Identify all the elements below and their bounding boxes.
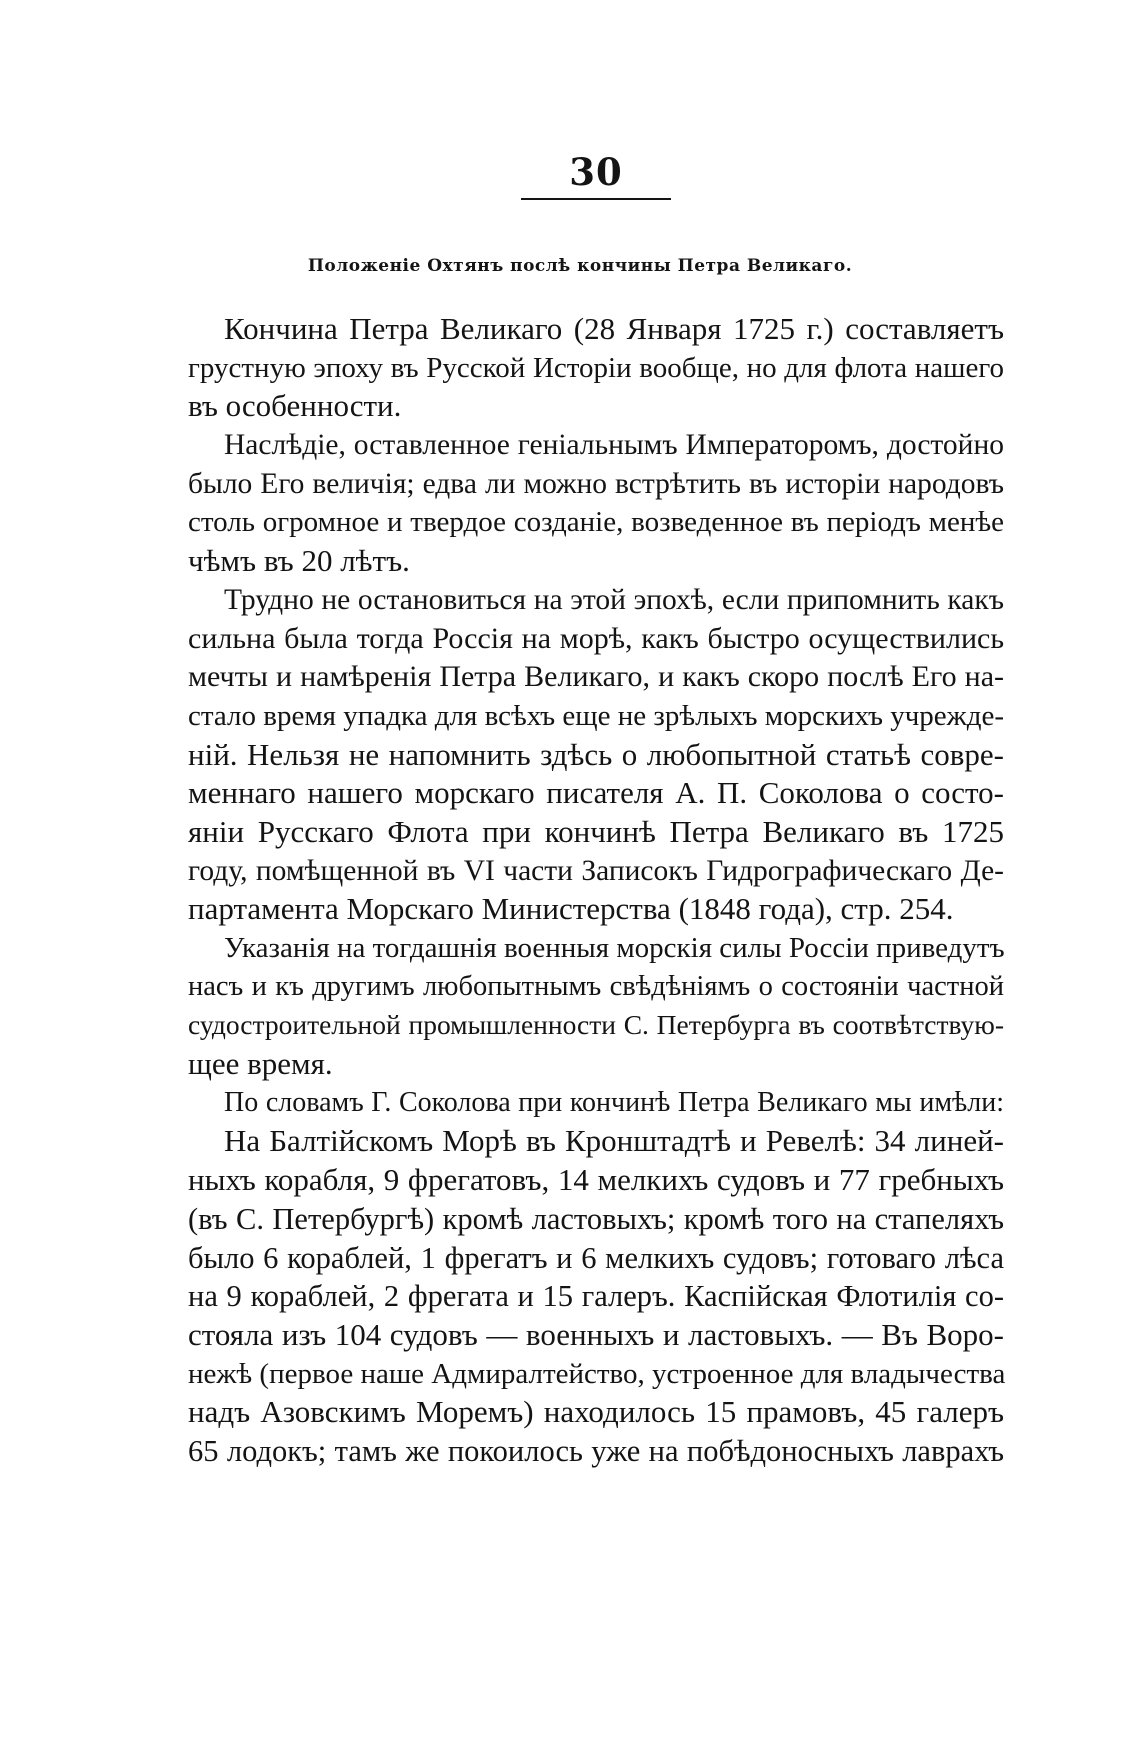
text-line: насъ и къ другимъ любопытнымъ свѣдѣніямъ о состояніи частной [188,970,1004,1002]
page-number-rule [521,198,671,200]
text-line: меннаго нашего морскаго писателя А. П. Соколова о состо- [188,775,1004,811]
text-line: было 6 кораблей, 1 фрегатъ и 6 мелкихъ судовъ; готоваго лѣса [188,1240,1004,1275]
text-line: стало время упадка для всѣхъ еще не зрѣлыхъ морскихъ учрежде- [188,699,1004,732]
text-line: Указанія на тогдашнія военныя морскія силы Россіи приведутъ [224,932,1005,964]
text-line: Трудно не остановиться на этой эпохѣ, если припомнить какъ [224,583,1004,616]
text-line: мечты и намѣренія Петра Великаго, и какъ скоро послѣ Его на- [188,660,1004,694]
section-heading: Положеніе Охтянъ послѣ кончины Петра Великаго. [307,256,853,276]
text-line: щее время. [188,1046,333,1082]
text-line: сильна была тогда Россія на морѣ, какъ быстро осуществились [188,621,1004,655]
page-number: 30 [569,150,623,194]
text-line: было Его величія; едва ли можно встрѣтить въ исторіи народовъ [188,467,1004,500]
text-line: грустную эпоху въ Русской Исторіи вообще, но для флота нашего [188,351,1004,384]
text-line: стояла изъ 104 судовъ — военныхъ и ластовыхъ. — Въ Воро- [188,1316,1004,1352]
text-line: Наслѣдіе, оставленное геніальнымъ Императоромъ, достойно [224,429,1004,462]
text-line: Кончина Петра Великаго (28 Января 1725 г.) составляетъ [224,311,1004,346]
text-line: на 9 кораблей, 2 фрегата и 15 галеръ. Каспійская Флотилія со- [188,1279,1004,1314]
text-line: На Балтійскомъ Морѣ въ Кронштадтѣ и Ревелѣ: 34 линей- [224,1123,1004,1159]
text-line: партамента Морскаго Министерства (1848 года), стр. 254. [188,891,954,927]
text-line: чѣмъ въ 20 лѣтъ. [188,543,410,579]
text-line: судостроительной промышленности С. Петербурга въ соотвѣтствую- [188,1009,1004,1041]
text-line: 65 лодокъ; тамъ же покоилось уже на побѣдоносныхъ лаврахъ [188,1433,1004,1468]
text-line: году, помѣщенной въ VI части Записокъ Гидрографическаго Де- [188,854,1004,887]
text-line: яніи Русскаго Флота при кончинѣ Петра Великаго въ 1725 [188,813,1004,849]
text-line: По словамъ Г. Соколова при кончинѣ Петра Великаго мы имѣли: [224,1086,1004,1118]
text-line: надъ Азовскимъ Моремъ) находилось 15 прамовъ, 45 галеръ [188,1394,1004,1430]
text-line: ній. Нельзя не напомнить здѣсь о любопытной статьѣ совре- [188,736,1004,772]
text-line: ныхъ корабля, 9 фрегатовъ, 14 мелкихъ судовъ и 77 гребныхъ [188,1162,1004,1198]
text-line: въ особенности. [188,388,402,424]
text-line: нежѣ (первое наше Адмиралтейство, устроенное для владычества [188,1357,1006,1390]
text-line: столь огромное и твердое созданіе, возведенное въ періодъ менѣе [188,506,1004,539]
body-text [188,310,1004,1471]
text-line: (въ С. Петербургѣ) кромѣ ластовыхъ; кромѣ того на стапеляхъ [188,1201,1004,1236]
